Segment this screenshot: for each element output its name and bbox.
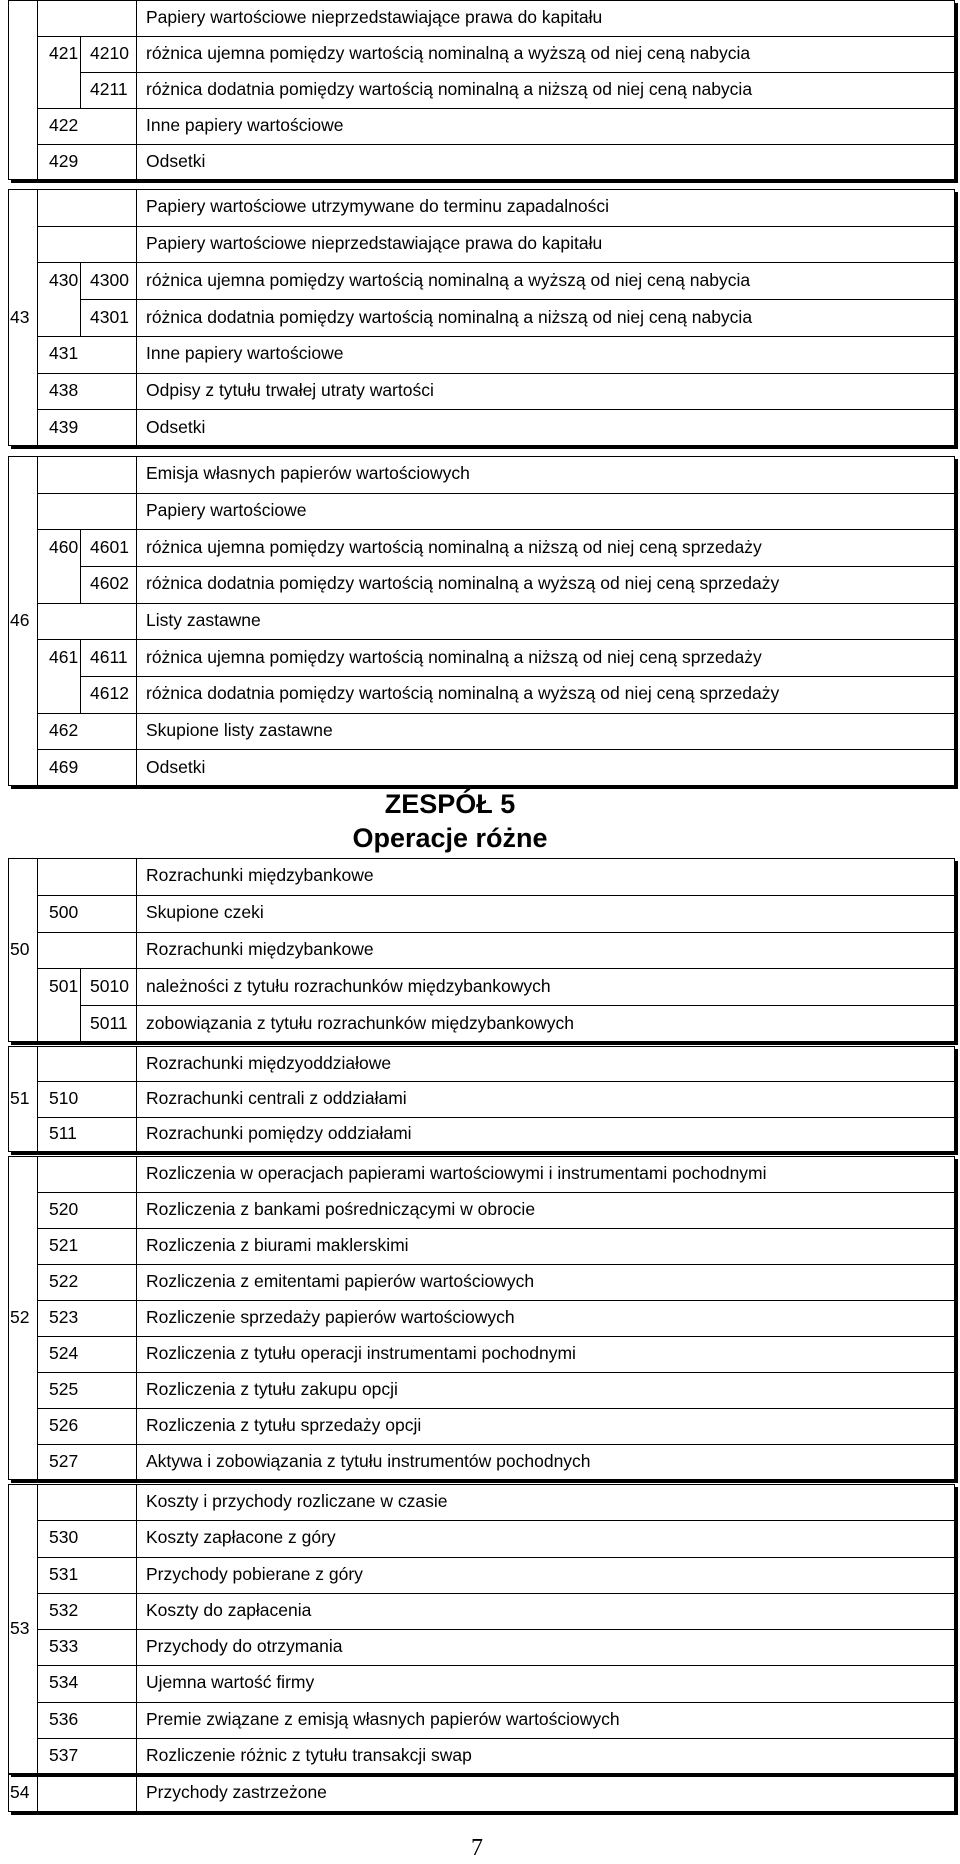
row-line <box>37 36 136 37</box>
account-code: 431 <box>49 343 79 364</box>
row-line <box>37 1264 136 1265</box>
account-name: Listy zastawne <box>146 610 261 630</box>
account-name: Rozliczenia w operacjach papierami wartościowymi i instrumentami pochodnymi <box>146 1163 767 1183</box>
row-line <box>37 493 136 494</box>
account-name: Rozrachunki międzybankowe <box>146 865 374 886</box>
account-name: Aktywa i zobowiązania z tytułu instrumentów pochodnych <box>146 1451 591 1471</box>
row-line <box>37 409 136 410</box>
account-code: 520 <box>49 1199 79 1219</box>
account-code: 526 <box>49 1415 79 1435</box>
column-divider <box>37 0 38 180</box>
column-divider <box>80 262 81 299</box>
account-name: Inne papiery wartościowe <box>146 343 344 364</box>
row-line <box>37 639 136 640</box>
account-code: 533 <box>49 1636 79 1657</box>
account-code: 422 <box>49 115 79 135</box>
row-line <box>136 1336 955 1337</box>
row-line <box>136 1738 955 1739</box>
subaccount-code: 4301 <box>90 306 129 327</box>
row-line <box>37 108 136 109</box>
page-number: 7 <box>471 1835 483 1861</box>
account-code: 501 <box>49 975 79 996</box>
account-name: Rozrachunki międzyoddziałowe <box>146 1052 392 1073</box>
row-line <box>136 1228 955 1229</box>
group-code: 54 <box>10 1782 30 1802</box>
account-code: 534 <box>49 1672 79 1693</box>
account-name: Przychody pobierane z góry <box>146 1563 363 1584</box>
account-code: 525 <box>49 1379 79 1399</box>
column-divider <box>37 456 38 786</box>
row-line <box>136 895 955 896</box>
row-line <box>136 299 955 300</box>
row-line <box>136 603 955 604</box>
group-code: 46 <box>10 610 30 630</box>
account-code: 523 <box>49 1307 79 1327</box>
account-name: różnica dodatnia pomiędzy wartością nominalną a wyższą od niej ceną sprzedaży <box>146 573 780 594</box>
row-line <box>37 226 136 227</box>
row-line <box>37 336 136 337</box>
account-name: Papiery wartościowe nieprzedstawiające prawa do kapitału <box>146 7 603 27</box>
column-divider <box>37 189 38 446</box>
row-line <box>136 1372 955 1373</box>
account-code: 462 <box>49 720 79 740</box>
row-line <box>37 895 136 896</box>
row-line <box>80 299 136 300</box>
column-divider <box>80 676 81 713</box>
row-line <box>136 1593 955 1594</box>
team-subheading: Operacje różne <box>352 823 548 853</box>
group-code: 53 <box>10 1618 30 1638</box>
row-line <box>136 144 955 145</box>
column-divider <box>80 72 81 108</box>
row-line <box>136 1665 955 1666</box>
account-name: należności z tytułu rozrachunków międzybankowych <box>146 975 551 996</box>
row-line <box>136 713 955 714</box>
column-divider <box>136 1774 137 1812</box>
account-name: Skupione listy zastawne <box>146 720 333 740</box>
row-line <box>37 1336 136 1337</box>
account-code: 421 <box>49 43 79 63</box>
row-line <box>136 566 955 567</box>
row-line <box>37 968 136 969</box>
row-line <box>37 1372 136 1373</box>
column-divider <box>80 968 81 1005</box>
account-name: Rozliczenia z bankami pośredniczącymi w obrocie <box>146 1199 536 1219</box>
account-name: Odpisy z tytułu trwałej utraty wartości <box>146 379 434 400</box>
account-name: Rozliczenia z emitentami papierów wartościowych <box>146 1271 535 1291</box>
account-name: Inne papiery wartościowe <box>146 115 344 135</box>
column-divider <box>80 566 81 603</box>
row-line <box>37 1300 136 1301</box>
row-line <box>37 1081 136 1082</box>
account-name: Emisja własnych papierów wartościowych <box>146 463 470 484</box>
account-code: 522 <box>49 1271 79 1291</box>
account-code: 531 <box>49 1563 79 1584</box>
row-line <box>136 1264 955 1265</box>
account-name: Papiery wartościowe <box>146 500 307 520</box>
row-line <box>80 566 136 567</box>
account-name: Premie związane z emisją własnych papierów wartościowych <box>146 1708 620 1729</box>
account-code: 524 <box>49 1343 79 1363</box>
column-divider <box>37 1156 38 1480</box>
account-name: Odsetki <box>146 151 206 171</box>
column-divider <box>37 1774 38 1812</box>
account-name: różnica ujemna pomiędzy wartością nominalną a wyższą od niej ceną nabycia <box>146 269 751 290</box>
row-line <box>37 1593 136 1594</box>
row-line <box>136 373 955 374</box>
row-line <box>136 529 955 530</box>
account-name: Skupione czeki <box>146 902 264 923</box>
account-name: Odsetki <box>146 416 206 437</box>
row-line <box>80 676 136 677</box>
account-code: 461 <box>49 646 79 667</box>
row-line <box>136 1557 955 1558</box>
row-line <box>136 36 955 37</box>
account-name: Rozliczenia z tytułu zakupu opcji <box>146 1379 398 1399</box>
group-code: 50 <box>10 939 30 959</box>
row-line <box>37 1192 136 1193</box>
row-line <box>136 409 955 410</box>
row-line <box>37 1117 136 1118</box>
row-line <box>136 1300 955 1301</box>
group-code: 51 <box>10 1088 30 1108</box>
account-code: 429 <box>49 151 79 171</box>
row-line <box>136 1408 955 1409</box>
account-code: 430 <box>49 269 79 290</box>
column-divider <box>80 639 81 676</box>
team-heading: ZESPÓŁ 5 <box>384 789 516 819</box>
row-line <box>37 1408 136 1409</box>
row-line <box>136 749 955 750</box>
subaccount-code: 5011 <box>90 1012 128 1033</box>
account-code: 530 <box>49 1527 79 1548</box>
column-divider <box>136 1046 137 1152</box>
row-line <box>136 1117 955 1118</box>
account-name: różnica ujemna pomiędzy wartością nominalną a wyższą od niej ceną nabycia <box>146 43 751 63</box>
account-name: Koszty do zapłacenia <box>146 1599 312 1620</box>
account-code: 527 <box>49 1451 79 1471</box>
row-line <box>136 932 955 933</box>
account-name: Rozliczenie różnic z tytułu transakcji swap <box>146 1744 472 1765</box>
account-code: 511 <box>49 1123 77 1144</box>
account-name: zobowiązania z tytułu rozrachunków międzybankowych <box>146 1012 574 1033</box>
row-line <box>136 108 955 109</box>
account-code: 510 <box>49 1088 79 1108</box>
column-divider <box>136 858 137 1042</box>
account-name: Rozliczenie sprzedaży papierów wartościowych <box>146 1307 515 1327</box>
row-line <box>37 1557 136 1558</box>
account-name: różnica dodatnia pomiędzy wartością nominalną a wyższą od niej ceną sprzedaży <box>146 683 780 704</box>
account-code: 536 <box>49 1708 79 1729</box>
account-name: różnica ujemna pomiędzy wartością nominalną a niższą od niej ceną sprzedaży <box>146 536 762 557</box>
account-name: Rozrachunki centrali z oddziałami <box>146 1088 407 1108</box>
column-divider <box>136 1156 137 1480</box>
group-code: 52 <box>10 1307 30 1327</box>
column-divider <box>37 858 38 1042</box>
column-divider <box>136 189 137 446</box>
subaccount-code: 4601 <box>90 536 129 557</box>
row-line <box>80 72 136 73</box>
column-divider <box>136 456 137 786</box>
account-code: 532 <box>49 1599 79 1620</box>
row-line <box>136 1005 955 1006</box>
row-line <box>37 1702 136 1703</box>
row-line <box>136 1192 955 1193</box>
row-line <box>136 1702 955 1703</box>
subaccount-code: 4612 <box>90 683 129 704</box>
row-line <box>37 1665 136 1666</box>
subaccount-code: 4300 <box>90 269 129 290</box>
column-divider <box>80 299 81 336</box>
row-line <box>80 1005 136 1006</box>
row-line <box>136 493 955 494</box>
row-line <box>136 676 955 677</box>
row-line <box>37 1228 136 1229</box>
account-code: 537 <box>49 1744 79 1765</box>
row-line <box>136 1520 955 1521</box>
account-name: różnica dodatnia pomiędzy wartością nominalną a niższą od niej ceną nabycia <box>146 306 753 327</box>
row-line <box>136 262 955 263</box>
row-line <box>37 603 136 604</box>
row-line <box>37 1738 136 1739</box>
subaccount-code: 4211 <box>90 79 128 99</box>
row-line <box>136 639 955 640</box>
row-line <box>136 72 955 73</box>
subaccount-code: 4611 <box>90 646 128 667</box>
row-line <box>37 144 136 145</box>
account-name: Odsetki <box>146 756 206 777</box>
row-line <box>37 713 136 714</box>
row-line <box>136 968 955 969</box>
row-line <box>37 1629 136 1630</box>
account-code: 521 <box>49 1235 79 1255</box>
account-name: Rozliczenia z tytułu operacji instrumentami pochodnymi <box>146 1343 576 1363</box>
row-line <box>136 1444 955 1445</box>
row-line <box>37 1444 136 1445</box>
account-code: 460 <box>49 536 79 557</box>
row-line <box>37 932 136 933</box>
account-name: Przychody do otrzymania <box>146 1636 343 1657</box>
account-name: Rozrachunki międzybankowe <box>146 939 374 959</box>
account-name: Koszty zapłacone z góry <box>146 1527 336 1548</box>
column-divider <box>80 36 81 72</box>
row-line <box>37 373 136 374</box>
row-line <box>37 1520 136 1521</box>
account-name: różnica dodatnia pomiędzy wartością nominalną a niższą od niej ceną nabycia <box>146 79 753 99</box>
account-name: różnica ujemna pomiędzy wartością nominalną a niższą od niej ceną sprzedaży <box>146 646 762 667</box>
account-code: 500 <box>49 902 79 923</box>
subaccount-code: 4210 <box>90 43 129 63</box>
account-code: 438 <box>49 379 79 400</box>
column-divider <box>136 0 137 180</box>
row-line <box>136 336 955 337</box>
subaccount-code: 4602 <box>90 573 129 594</box>
row-line <box>136 1081 955 1082</box>
account-code: 469 <box>49 756 79 777</box>
column-divider <box>80 529 81 566</box>
account-name: Rozrachunki pomiędzy oddziałami <box>146 1123 412 1144</box>
row-line <box>136 1629 955 1630</box>
account-code: 439 <box>49 416 79 437</box>
account-name: Przychody zastrzeżone <box>146 1782 327 1802</box>
group-code: 43 <box>10 306 30 327</box>
row-line <box>136 226 955 227</box>
column-divider <box>37 1046 38 1152</box>
row-line <box>37 529 136 530</box>
account-name: Papiery wartościowe nieprzedstawiające prawa do kapitału <box>146 233 603 254</box>
account-name: Koszty i przychody rozliczane w czasie <box>146 1491 448 1512</box>
account-name: Ujemna wartość firmy <box>146 1672 315 1693</box>
account-name: Rozliczenia z tytułu sprzedaży opcji <box>146 1415 422 1435</box>
row-line <box>37 262 136 263</box>
account-name: Papiery wartościowe utrzymywane do terminu zapadalności <box>146 196 609 217</box>
row-line <box>37 749 136 750</box>
subaccount-code: 5010 <box>90 975 129 996</box>
account-name: Rozliczenia z biurami maklerskimi <box>146 1235 409 1255</box>
column-divider <box>80 1005 81 1042</box>
